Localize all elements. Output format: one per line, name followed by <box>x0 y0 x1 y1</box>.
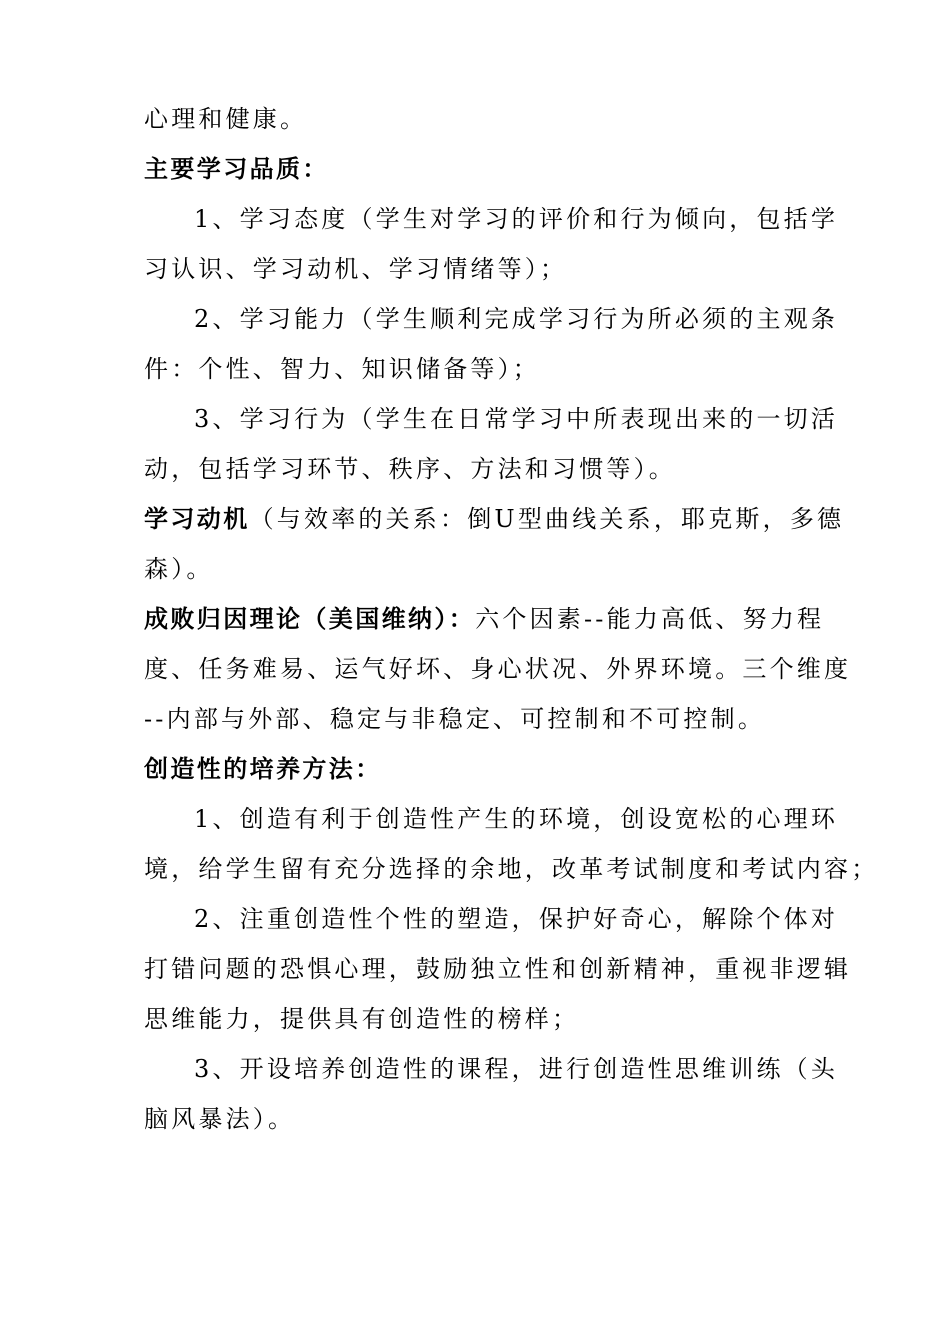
text-line: 思维能力，提供具有创造性的榜样； <box>144 1005 580 1033</box>
text-line: 习认识、学习动机、学习情绪等）； <box>144 255 568 283</box>
text-line: 打错问题的恐惧心理，鼓励独立性和创新精神，重视非逻辑 <box>144 955 852 983</box>
document-page <box>144 94 879 1144</box>
text-line: 1、学习态度（学生对学习的评价和行为倾向，包括学 <box>194 205 839 233</box>
text-line: 境，给学生留有充分选择的余地，改革考试制度和考试内容； <box>144 855 879 883</box>
text-line <box>144 494 845 544</box>
text-line: 1、创造有利于创造性产生的环境，创设宽松的心理环 <box>194 805 839 833</box>
section-heading: 创造性的培养方法： <box>144 755 382 783</box>
inline-heading: 学习动机 <box>144 505 250 533</box>
text-line <box>144 594 825 644</box>
section-heading: 主要学习品质： <box>144 155 329 183</box>
inline-heading: 成败归因理论（美国维纳）： <box>144 605 476 633</box>
text-line: 心理和健康。 <box>144 105 308 133</box>
text-line: 2、学习能力（学生顺利完成学习行为所必须的主观条 <box>194 305 839 333</box>
text-line: 森）。 <box>144 555 214 583</box>
text-line: 度、任务难易、运气好坏、身心状况、外界环境。三个维度 <box>144 655 852 683</box>
text-line: 动，包括学习环节、秩序、方法和习惯等）。 <box>144 455 676 483</box>
text-line: 3、学习行为（学生在日常学习中所表现出来的一切活 <box>194 405 839 433</box>
text-line: --内部与外部、稳定与非稳定、可控制和不可控制。 <box>144 705 766 733</box>
text-line: 脑风暴法）。 <box>144 1105 296 1133</box>
text-line: 件：个性、智力、知识储备等）； <box>144 355 540 383</box>
text-span: 六个因素--能力高低、努力程 <box>475 605 825 633</box>
text-line: 2、注重创造性个性的塑造，保护好奇心，解除个体对 <box>194 905 839 933</box>
text-line: 3、开设培养创造性的课程，进行创造性思维训练（头 <box>194 1055 839 1083</box>
text-span: （与效率的关系：倒U型曲线关系，耶克斯，多德 <box>249 505 845 533</box>
